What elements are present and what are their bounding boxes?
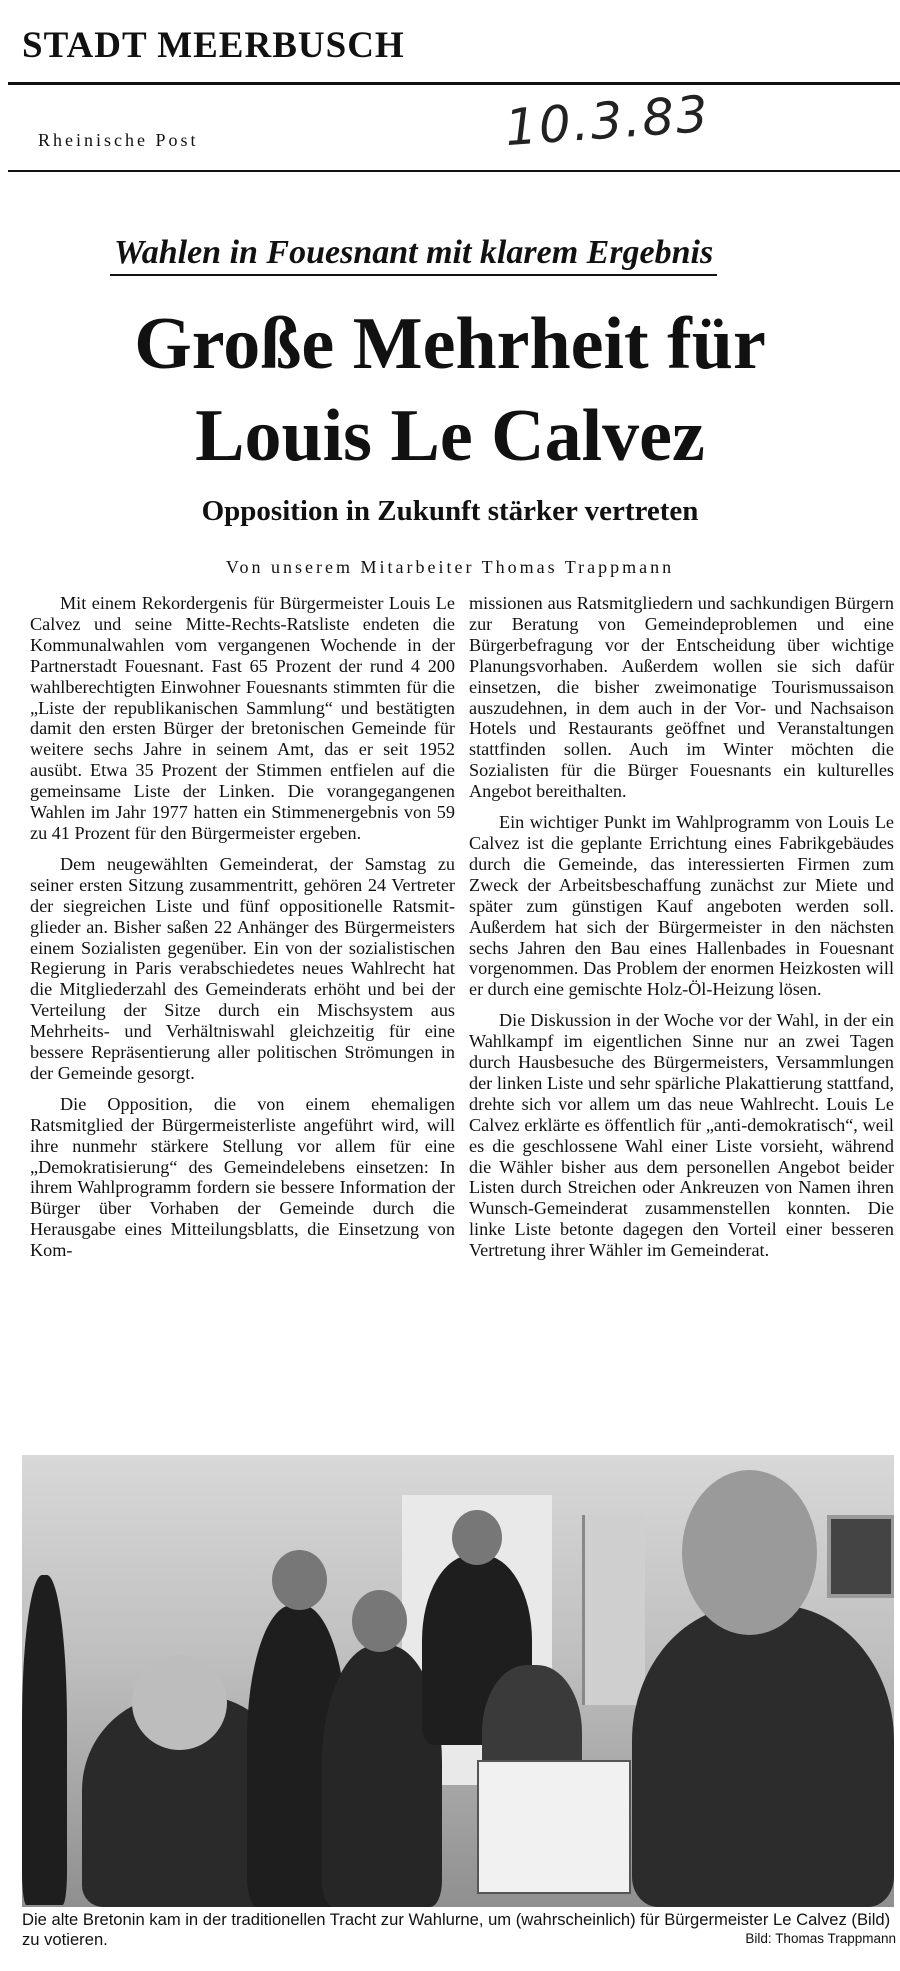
kicker: Wahlen in Fouesnant mit klarem Ergebnis: [110, 234, 717, 276]
article-column-right: [469, 593, 894, 1261]
section-header: STADT MEERBUSCH: [22, 25, 405, 66]
paragraph: missionen aus Ratsmitgliedern und sachkundigen Bürgern zur Beratung von Gemeindeproblemen und eine Bürgerbefragung vor der Entscheidung über wichtige Planungsvorhaben. Außerdem wollen sie sich dafür einsetzen, die bisher zweimonatige Tourismussaison auszudehnen, in dem auch in der Vor- und Nachsaison Hotels und Restaurants geöffnet und Veranstaltungen stattfinden sollen. Auch im Winter möchten die Sozialisten für die Bürger Fouesnants ein kulturelles Angebot bereithalten.: [469, 593, 894, 802]
paragraph: Ein wichtiger Punkt im Wahlprogramm von Louis Le Calvez ist die geplante Errichtung eines Fabrikgebäudes durch die Gemeinde, das interessierten Firmen zum Zweck der Arbeitsbeschaffung zunächst zur Miete und später zum günstigen Kauf angeboten werden soll. Außerdem hat sich der Bürgermeister in den nächsten sechs Jahren den Bau eines Hallenbades in Fouesnant vorgenommen. Das Problem der enormen Heizkosten will er durch eine gemischte Holz-Öl-Heizung lösen.: [469, 812, 894, 1000]
photo-head: [272, 1550, 327, 1610]
byline: Von unserem Mitarbeiter Thomas Trappmann: [225, 557, 675, 577]
source-rule: [8, 170, 900, 172]
photo-mayor: [632, 1605, 894, 1907]
photo-credit: Bild: Thomas Trappmann: [745, 1931, 896, 1946]
photo-door: [582, 1515, 645, 1705]
handwritten-date: 10.3.83: [503, 84, 712, 158]
article-column-left: [30, 593, 455, 1261]
headline-line-2: Louis Le Calvez: [195, 395, 705, 477]
photo-ballot-box: [477, 1760, 631, 1894]
photo-head: [452, 1510, 502, 1565]
article-photo: [22, 1455, 894, 1907]
header-rule: [8, 82, 900, 85]
photo-coiffe: [132, 1655, 227, 1750]
headline-line-1: Große Mehrheit für: [134, 303, 766, 385]
subheadline: Opposition in Zukunft stärker vertreten: [201, 495, 699, 527]
photo-picture-frame: [827, 1515, 894, 1598]
photo-caption: Die alte Bretonin kam in der traditionellen Tracht zur Wahlurne, um (wahrscheinlich) für Bürgermeister Le Calvez (Bild) zu votieren.: [22, 1910, 891, 1949]
photo-head: [352, 1590, 407, 1652]
paragraph: Die Diskussion in der Woche vor der Wahl, in der ein Wahlkampf im eigentlichen Sinne nur an zwei Tagen durch Hausbesuche des Bürgermeisters, Versammlungen der linken Liste und sehr spärliche Plakattierung stattfand, drehte sich vor allem um das neue Wahlrecht. Louis Le Calvez erklärte es öffentlich für „anti-demokratisch“, weil es die geschlossene Wahl einer Liste vorsieht, während die Wähler bisher aus dem personellen Angebot beider Listen durch Streichen oder Ankreuzen von Namen ihren Wunsch-Gemeinderat zusammenstellen konnten. Die linke Liste betonte dagegen den Vorteil einer besseren Vertretung ihrer Wähler im Gemeinderat.: [469, 1010, 894, 1261]
paragraph: Die Opposition, die von einem ehemaligen Ratsmitglied der Bürgermeisterliste angeführt wird, will ihre nunmehr stärkere Stellung vor allem für eine „Demokratisierung“ des Gemeindelebens einsetzen: In ihrem Wahlprogramm fordern sie bessere Information der Bürger über Vorhaben der Gemeinde durch die Herausgabe eines Mitteilungsblatts, die Einsetzung von Kom-: [30, 1093, 455, 1261]
paragraph: Dem neugewählten Gemeinderat, der Samstag zu seiner ersten Sitzung zusammentritt, gehören 24 Vertreter der siegreichen Liste und fünf oppositionelle Ratsmitglieder an. Bisher saßen 22 Anhänger des Bürgermeisters einem Sozialisten gegenüber. Ein von der sozialistischen Regierung in Paris verabschiedetes neues Wahlrecht hat die Mitgliederzahl des Gemeinderats erhöht und bei der Verteilung der Sitze durch ein Mischsystem aus Mehrheits- und Verhältniswahl gleichzeitig für eine bessere Repräsentierung aller politischen Strömungen in der Gemeinde gesorgt.: [30, 853, 455, 1083]
photo-person: [22, 1575, 67, 1905]
photo-mayor-head: [682, 1470, 817, 1635]
paragraph: Mit einem Rekordergenis für Bürgermeister Louis Le Calvez und seine Mitte-Rechts-Ratsliste endeten die Kommunalwahlen vom vergangenen Wochende in der Partnerstadt Fouesnant. Fast 65 Prozent der rund 4 200 wahlberechtigten Einwohner Fouesnants stimmten für die „Liste der republikanischen Sammlung“ und bestätigten damit den ersten Bürger der bretonischen Gemeinde für weitere sechs Jahre in seinem Amt, das er seit 1952 ausübt. Etwa 35 Prozent der Stimmen entfielen auf die gemeinsame Liste der Linken. Die vorangegangenen Wahlen im Jahr 1977 hatten ein Stimmenergebnis von 59 zu 41 Prozent für den Bürgermeister ergeben.: [30, 593, 455, 843]
source-name: Rheinische Post: [38, 130, 199, 150]
headline: [0, 298, 900, 482]
